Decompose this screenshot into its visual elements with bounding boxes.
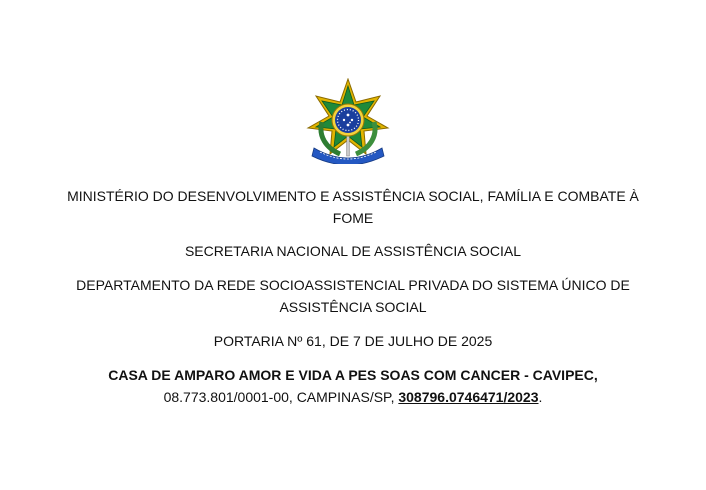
entity-name: CASA DE AMPARO AMOR E VIDA A PES SOAS COM CANCER - CAVIPEC,	[108, 367, 598, 383]
ordinance-title: PORTARIA Nº 61, DE 7 DE JULHO DE 2025	[213, 333, 493, 349]
secretariat-title: SECRETARIA NACIONAL DE ASSISTÊNCIA SOCIAL	[184, 243, 522, 259]
entity-details-line	[40, 386, 666, 408]
ministry-title-line2: FOME	[332, 210, 374, 226]
brazil-coat-of-arms-icon	[304, 78, 392, 164]
entity-details: 08.773.801/0001-00, CAMPINAS/SP,	[163, 389, 399, 405]
ministry-title-line1: MINISTÉRIO DO DESENVOLVIMENTO E ASSISTÊNCIA SOCIAL, FAMÍLIA E COMBATE À	[67, 188, 639, 204]
department-title-line1: DEPARTAMENTO DA REDE SOCIOASSISTENCIAL PRIVADA DO SISTEMA ÚNICO DE	[76, 277, 630, 293]
entity-trailing-punctuation: .	[538, 389, 543, 405]
department-title-line2: ASSISTÊNCIA SOCIAL	[279, 299, 427, 315]
process-number-link[interactable]: 308796.0746471/2023	[398, 389, 539, 405]
